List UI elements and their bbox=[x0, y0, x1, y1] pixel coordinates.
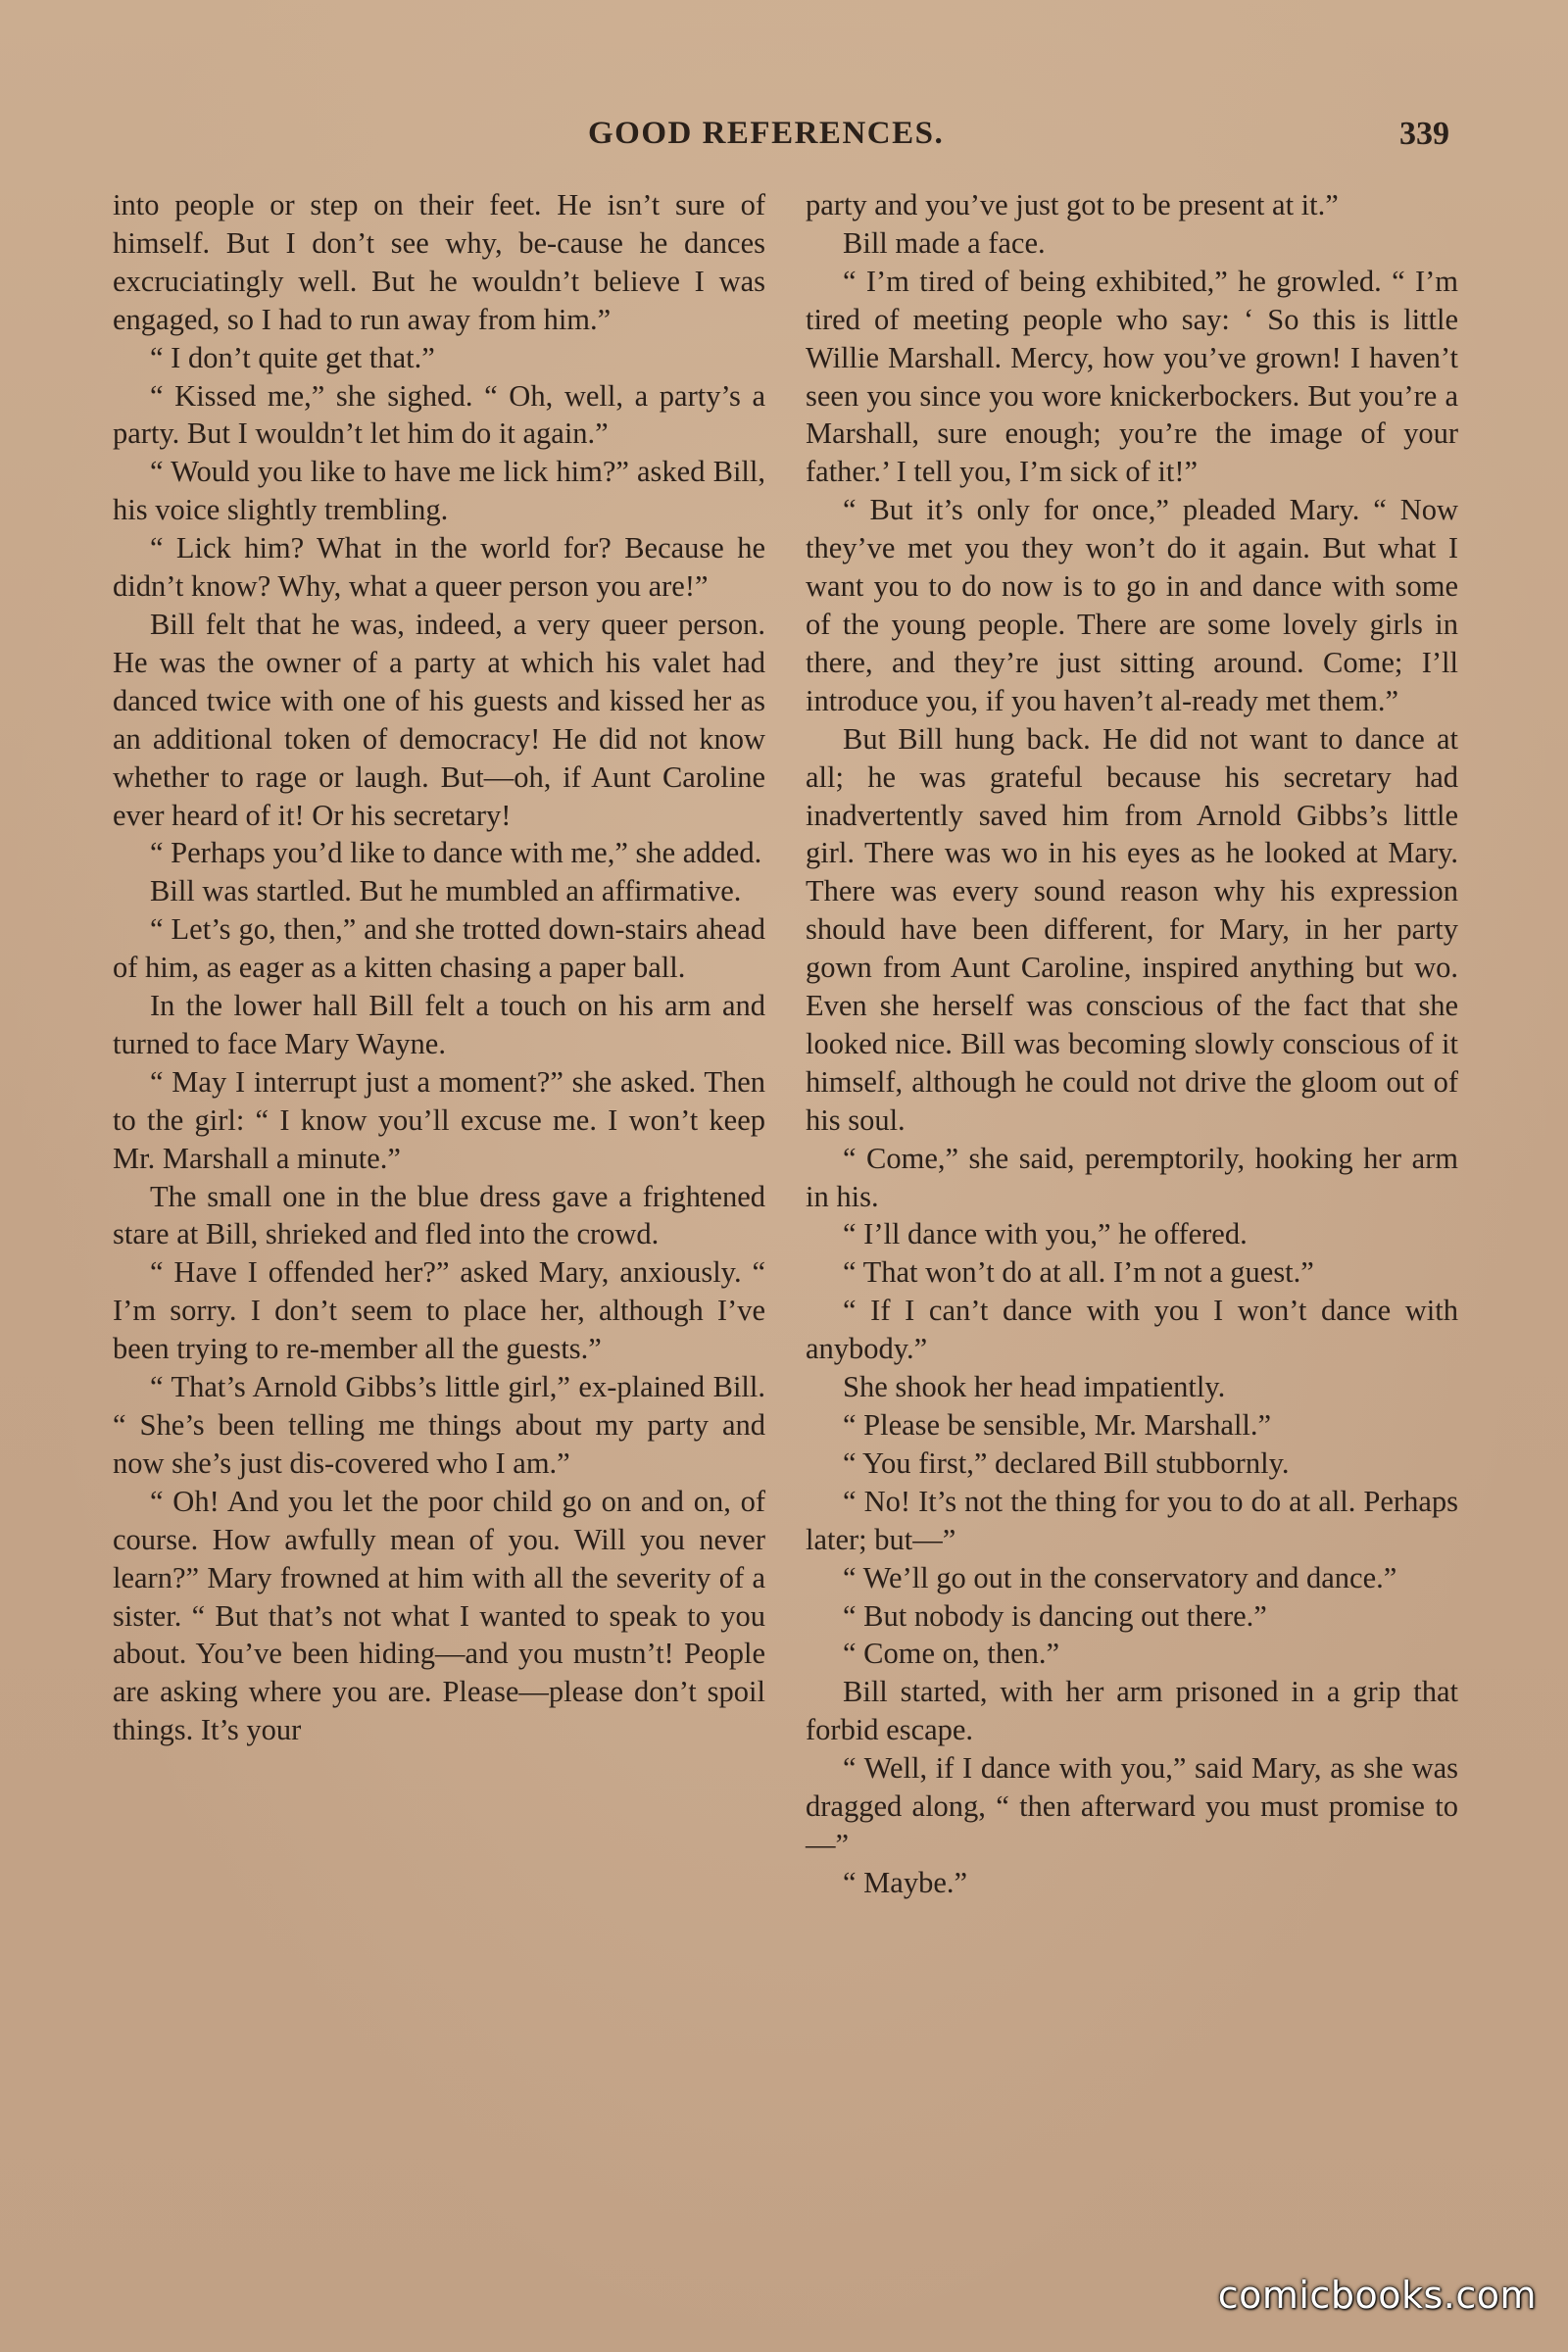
paragraph: “ I’ll dance with you,” he offered. bbox=[843, 1217, 1248, 1251]
paragraph: “ Would you like to have me lick him?” asked Bill, his voice slightly trembling. bbox=[113, 455, 765, 527]
paragraph: Bill was startled. But he mumbled an affirmative. bbox=[150, 874, 742, 908]
paragraph: “ If I can’t dance with you I won’t dance with anybody.” bbox=[806, 1294, 1458, 1366]
right-text-column bbox=[806, 186, 1458, 1902]
page-number: 339 bbox=[1399, 116, 1449, 152]
paragraph: “ Kissed me,” she sighed. “ Oh, well, a party’s a party. But I wouldn’t let him do it again.” bbox=[113, 378, 765, 451]
watermark: comicbooks.com bbox=[1217, 2274, 1537, 2317]
paragraph: “ Let’s go, then,” and she trotted down-stairs ahead of him, as eager as a kitten chasing a paper ball. bbox=[113, 912, 765, 985]
paragraph: “ You first,” declared Bill stubbornly. bbox=[843, 1446, 1290, 1480]
paragraph: “ May I interrupt just a moment?” she asked. Then to the girl: “ I know you’ll excuse me. I won’t keep Mr. Marshall a minute.” bbox=[113, 1064, 765, 1175]
paragraph: “ Perhaps you’d like to dance with me,” she added. bbox=[150, 836, 762, 870]
paragraph: But Bill hung back. He did not want to dance at all; he was grateful because his secretary had inadvertently saved him from Arnold Gibbs’s little girl. There was wo in his eyes as he looked at Mary. There was every sound reason why his expression should have been different, for Mary, in her party gown from Aunt Caroline, inspired anything but wo. Even she herself was conscious of the fact that she looked nice. Bill was becoming slowly conscious of it himself, although he could not drive the gloom out of his soul. bbox=[806, 721, 1458, 1137]
paragraph: Bill felt that he was, indeed, a very queer person. He was the owner of a party at which his valet had danced twice with one of his guests and kissed her as an additional token of democracy! He did not know whether to rage or laugh. But—oh, if Aunt Caroline ever heard of it! Or his secretary! bbox=[113, 607, 765, 832]
paragraph: “ Come on, then.” bbox=[843, 1637, 1060, 1671]
paragraph: “ That’s Arnold Gibbs’s little girl,” ex-plained Bill. “ She’s been telling me things about my party and now she’s just dis-covered who I am.” bbox=[113, 1370, 765, 1480]
paragraph: “ But nobody is dancing out there.” bbox=[843, 1598, 1267, 1633]
paragraph: Bill started, with her arm prisoned in a grip that forbid escape. bbox=[806, 1675, 1458, 1747]
paragraph: into people or step on their feet. He isn’t sure of himself. But I don’t see why, be-cause he dances excruciatingly well. But he wouldn’t believe I was engaged, so I had to run away from him.” bbox=[113, 188, 765, 336]
paragraph: “ Please be sensible, Mr. Marshall.” bbox=[843, 1408, 1272, 1442]
paragraph: In the lower hall Bill felt a touch on his arm and turned to face Mary Wayne. bbox=[113, 989, 765, 1060]
paragraph: “ We’ll go out in the conservatory and dance.” bbox=[843, 1560, 1397, 1594]
paragraph: “ Maybe.” bbox=[843, 1865, 968, 1899]
paragraph: “ Oh! And you let the poor child go on and on, of course. How awfully mean of you. Will you never learn?” Mary frowned at him with all the severity of a sister. “ But that’s not what I wanted to speak to you about. You’ve been hiding—and you mustn’t! People are asking where you are. Please—please don’t spoil things. It’s your bbox=[113, 1484, 765, 1747]
paragraph: “ I’m tired of being exhibited,” he growled. “ I’m tired of meeting people who say: ‘ So this is little Willie Marshall. Mercy, how you’ve grown! I haven’t seen you since you wore knickerbockers. But you’re a Marshall, sure enough; you’re the image of your father.’ I tell you, I’m sick of it!” bbox=[806, 264, 1458, 489]
paragraph: “ Have I offended her?” asked Mary, anxiously. “ I’m sorry. I don’t seem to place her, although I’ve been trying to re-member all the guests.” bbox=[113, 1255, 765, 1366]
paragraph: Bill made a face. bbox=[843, 225, 1046, 260]
paragraph: “ No! It’s not the thing for you to do at all. Perhaps later; but—” bbox=[806, 1484, 1458, 1556]
paragraph: The small one in the blue dress gave a frightened stare at Bill, shrieked and fled into the crowd. bbox=[113, 1179, 765, 1251]
page-header-title: GOOD REFERENCES. bbox=[588, 116, 945, 151]
paragraph: “ Come,” she said, peremptorily, hooking her arm in his. bbox=[806, 1141, 1458, 1213]
paragraph: “ Well, if I dance with you,” said Mary, as she was dragged along, “ then afterward you must promise to—” bbox=[806, 1751, 1458, 1861]
running-head bbox=[0, 116, 1568, 159]
paragraph: party and you’ve just got to be present at it.” bbox=[806, 188, 1339, 221]
paragraph: “ That won’t do at all. I’m not a guest.” bbox=[843, 1255, 1314, 1290]
paragraph: “ I don’t quite get that.” bbox=[150, 340, 435, 374]
paragraph: She shook her head impatiently. bbox=[843, 1370, 1226, 1404]
left-text-column bbox=[113, 186, 765, 1749]
paragraph: “ But it’s only for once,” pleaded Mary. “ Now they’ve met you they won’t do it again. But what I want you to do now is to go in and dance with some of the young people. There are some lovely girls in there, and they’re just sitting around. Come; I’ll introduce you, if you haven’t al-ready met them.” bbox=[806, 493, 1458, 717]
paragraph: “ Lick him? What in the world for? Because he didn’t know? Why, what a queer person you are!” bbox=[113, 531, 765, 604]
